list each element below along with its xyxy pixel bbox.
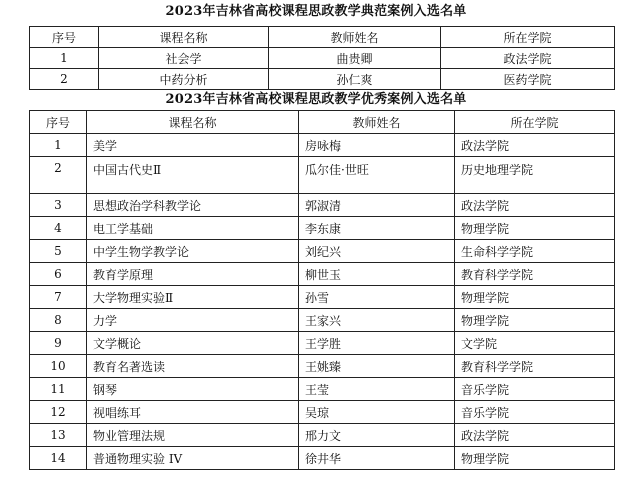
row-index: 2 — [30, 157, 87, 194]
header-college: 所在学院 — [455, 111, 615, 134]
header-index: 序号 — [30, 27, 99, 48]
row-college: 生命科学学院 — [455, 240, 615, 263]
row-teacher: 徐井华 — [299, 447, 455, 470]
table-row — [30, 194, 615, 217]
row-college: 音乐学院 — [455, 401, 615, 424]
row-teacher: 邢力文 — [299, 424, 455, 447]
row-college: 物理学院 — [455, 286, 615, 309]
row-college: 物理学院 — [455, 217, 615, 240]
row-teacher: 房咏梅 — [299, 134, 455, 157]
row-college: 政法学院 — [441, 48, 615, 69]
row-teacher: 孙仁爽 — [269, 69, 441, 90]
table-row — [30, 355, 615, 378]
row-teacher: 刘纪兴 — [299, 240, 455, 263]
row-college: 历史地理学院 — [455, 157, 615, 194]
row-college: 音乐学院 — [455, 378, 615, 401]
header-college: 所在学院 — [441, 27, 615, 48]
row-index: 3 — [30, 194, 87, 217]
row-index: 9 — [30, 332, 87, 355]
row-index: 11 — [30, 378, 87, 401]
row-course: 中学生物学教学论 — [87, 240, 299, 263]
row-course: 大学物理实验Ⅱ — [87, 286, 299, 309]
row-college: 政法学院 — [455, 134, 615, 157]
row-course: 教育学原理 — [87, 263, 299, 286]
header-course: 课程名称 — [99, 27, 269, 48]
table1-title: 2023年吉林省高校课程思政教学典范案例入选名单 — [165, 4, 467, 19]
row-index: 10 — [30, 355, 87, 378]
row-index: 8 — [30, 309, 87, 332]
table-row — [30, 134, 615, 157]
row-course: 钢琴 — [87, 378, 299, 401]
row-college: 教育科学学院 — [455, 355, 615, 378]
header-course: 课程名称 — [87, 111, 299, 134]
table-row — [30, 69, 615, 90]
row-teacher: 王家兴 — [299, 309, 455, 332]
row-teacher: 曲贵卿 — [269, 48, 441, 69]
table-header-row — [30, 27, 615, 48]
row-teacher: 吴琼 — [299, 401, 455, 424]
table-row — [30, 286, 615, 309]
row-college: 政法学院 — [455, 424, 615, 447]
row-teacher: 王学胜 — [299, 332, 455, 355]
table2-title: 2023年吉林省高校课程思政教学优秀案例入选名单 — [165, 92, 467, 107]
row-course: 电工学基础 — [87, 217, 299, 240]
row-teacher: 王姚臻 — [299, 355, 455, 378]
row-teacher: 柳世玉 — [299, 263, 455, 286]
row-index: 1 — [30, 48, 99, 69]
row-course: 美学 — [87, 134, 299, 157]
row-course: 中药分析 — [99, 69, 269, 90]
table-row — [30, 157, 615, 194]
table-row — [30, 217, 615, 240]
table-row — [30, 48, 615, 69]
row-college: 文学院 — [455, 332, 615, 355]
row-course: 教育名著选读 — [87, 355, 299, 378]
excellent-cases-table — [29, 110, 615, 470]
table-header-row — [30, 111, 615, 134]
row-index: 5 — [30, 240, 87, 263]
row-index: 7 — [30, 286, 87, 309]
row-college: 物理学院 — [455, 447, 615, 470]
row-college: 教育科学学院 — [455, 263, 615, 286]
row-index: 1 — [30, 134, 87, 157]
row-course: 思想政治学科教学论 — [87, 194, 299, 217]
row-index: 12 — [30, 401, 87, 424]
table-row — [30, 309, 615, 332]
row-index: 4 — [30, 217, 87, 240]
table-row — [30, 378, 615, 401]
table-row — [30, 401, 615, 424]
row-course: 普通物理实验 IV — [87, 447, 299, 470]
header-index: 序号 — [30, 111, 87, 134]
table-row — [30, 263, 615, 286]
table-row — [30, 240, 615, 263]
row-index: 2 — [30, 69, 99, 90]
row-course: 社会学 — [99, 48, 269, 69]
row-course: 物业管理法规 — [87, 424, 299, 447]
row-course: 力学 — [87, 309, 299, 332]
exemplary-cases-table — [29, 26, 615, 90]
row-teacher: 郭淑清 — [299, 194, 455, 217]
row-course: 视唱练耳 — [87, 401, 299, 424]
row-teacher: 孙雪 — [299, 286, 455, 309]
row-index: 13 — [30, 424, 87, 447]
row-college: 医药学院 — [441, 69, 615, 90]
table-row — [30, 332, 615, 355]
row-teacher: 瓜尔佳·世旺 — [299, 157, 455, 194]
table-row — [30, 447, 615, 470]
row-course: 中国古代史Ⅱ — [87, 157, 299, 194]
row-teacher: 王莹 — [299, 378, 455, 401]
row-college: 政法学院 — [455, 194, 615, 217]
row-index: 6 — [30, 263, 87, 286]
header-teacher: 教师姓名 — [299, 111, 455, 134]
row-index: 14 — [30, 447, 87, 470]
row-college: 物理学院 — [455, 309, 615, 332]
row-teacher: 李东康 — [299, 217, 455, 240]
header-teacher: 教师姓名 — [269, 27, 441, 48]
row-course: 文学概论 — [87, 332, 299, 355]
table-row — [30, 424, 615, 447]
